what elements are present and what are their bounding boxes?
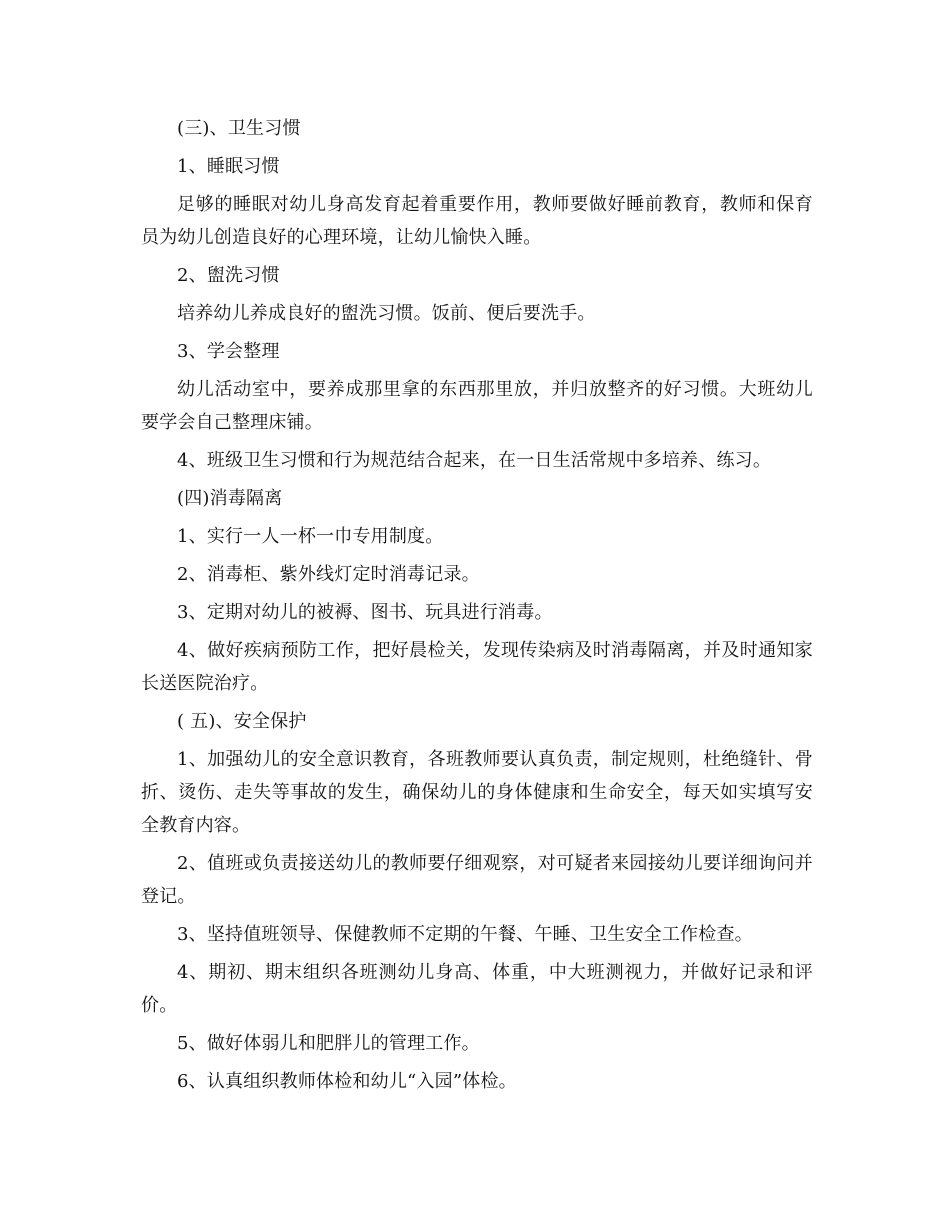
list-item-disinfection-2: 2、消毒柜、紫外线灯定时消毒记录。 xyxy=(177,564,480,585)
list-item-safety-6: 6、认真组织教师体检和幼儿“入园”体检。 xyxy=(177,1071,517,1092)
subheading-tidying: 3、学会整理 xyxy=(177,341,280,362)
list-item-safety-2: 2、值班或负责接送幼儿的教师要仔细观察，对可疑者来园接幼儿要详细询问并登记。 xyxy=(141,853,813,907)
document-body xyxy=(141,112,813,1103)
list-item-disinfection-3: 3、定期对幼儿的被褥、图书、玩具进行消毒。 xyxy=(177,602,553,623)
list-item-safety-1: 1、加强幼儿的安全意识教育，各班教师要认真负责，制定规则，杜绝缝针、骨折、烫伤、走失等事故的发生，确保幼儿的身体健康和生命安全，每天如实填写安全教育内容。 xyxy=(141,749,813,836)
list-item-disinfection-1: 1、实行一人一杯一巾专用制度。 xyxy=(177,526,444,547)
section-heading-disinfection: (四)消毒隔离 xyxy=(177,488,283,509)
section-heading-hygiene-habits: (三)、卫生习惯 xyxy=(177,118,301,139)
paragraph-class-hygiene: 4、班级卫生习惯和行为规范结合起来，在一日生活常规中多培养、练习。 xyxy=(177,450,772,471)
list-item-safety-5: 5、做好体弱儿和肥胖儿的管理工作。 xyxy=(177,1033,480,1054)
subheading-sleep-habits: 1、睡眠习惯 xyxy=(177,156,280,177)
paragraph-tidying: 幼儿活动室中，要养成那里拿的东西那里放，并归放整齐的好习惯。大班幼儿要学会自己整理床铺。 xyxy=(141,379,813,433)
paragraph-sleep-habits: 足够的睡眠对幼儿身高发育起着重要作用，教师要做好睡前教育，教师和保育员为幼儿创造良好的心理环境，让幼儿愉快入睡。 xyxy=(141,194,813,248)
subheading-washing-habits: 2、盥洗习惯 xyxy=(177,265,280,286)
list-item-disinfection-4: 4、做好疾病预防工作，把好晨检关，发现传染病及时消毒隔离，并及时通知家长送医院治疗。 xyxy=(141,640,813,694)
list-item-safety-4: 4、期初、期末组织各班测幼儿身高、体重，中大班测视力，并做好记录和评价。 xyxy=(141,962,813,1016)
list-item-safety-3: 3、坚持值班领导、保健教师不定期的午餐、午睡、卫生安全工作检查。 xyxy=(177,924,753,945)
paragraph-washing-habits: 培养幼儿养成良好的盥洗习惯。饭前、便后要洗手。 xyxy=(177,303,596,324)
section-heading-safety: ( 五)、安全保护 xyxy=(177,711,307,732)
